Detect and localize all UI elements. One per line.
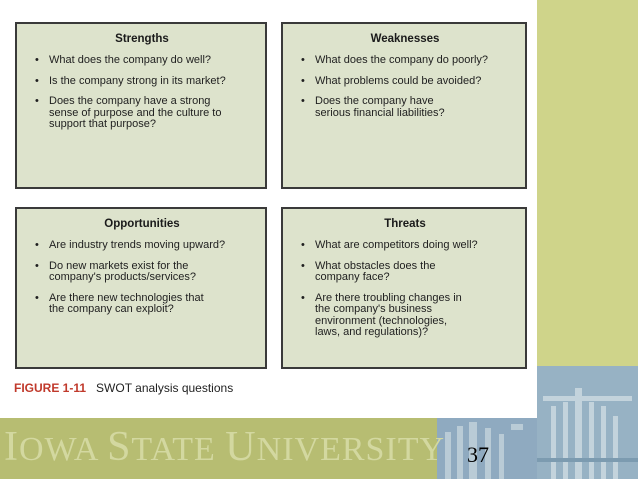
list-item: • Does the company have a strong sense of purpose and the culture to support that purpose?: [35, 95, 222, 130]
panel-title: Strengths: [115, 33, 169, 45]
bullet-list: [297, 55, 513, 119]
list-item: • What are competitors doing well?: [301, 239, 478, 251]
list-item: • Does the company have serious financial liabilities?: [301, 95, 445, 119]
bullet-list: [297, 240, 513, 339]
bullet-list: [31, 240, 253, 316]
list-item: • What problems could be avoided?: [301, 74, 482, 87]
strengths-panel: [15, 22, 267, 189]
bullet-list: [31, 55, 253, 131]
list-item: • Is the company strong in its market?: [35, 74, 226, 87]
panel-title: Weaknesses: [370, 33, 440, 45]
list-item: • Are industry trends moving upward?: [35, 239, 226, 251]
list-item: • What obstacles does the company face?: [301, 259, 436, 283]
list-item: • Are there troubling changes in the company's business environment (technologies, laws, and regulations)?: [301, 291, 462, 338]
panel-title: Threats: [384, 218, 426, 230]
list-item: • What does the company do well?: [35, 54, 212, 66]
list-item: • Do new markets exist for the company's products/services?: [35, 259, 196, 283]
figure-caption: [14, 380, 233, 396]
opportunities-panel: [15, 207, 267, 369]
threats-panel: [281, 207, 527, 369]
building-graphic-right: [537, 366, 638, 479]
figure-label: FIGURE 1-11: [14, 381, 87, 395]
caption-text: SWOT analysis questions: [96, 381, 234, 395]
university-name: IOWA STATE UNIVERSITY: [4, 424, 446, 470]
list-item: • Are there new technologies that the company can exploit?: [35, 291, 204, 315]
list-item: • What does the company do poorly?: [301, 54, 489, 66]
page-number: 37: [467, 442, 489, 467]
right-decorative-band: [537, 0, 638, 366]
weaknesses-panel: [281, 22, 527, 189]
panel-title: Opportunities: [104, 218, 180, 230]
